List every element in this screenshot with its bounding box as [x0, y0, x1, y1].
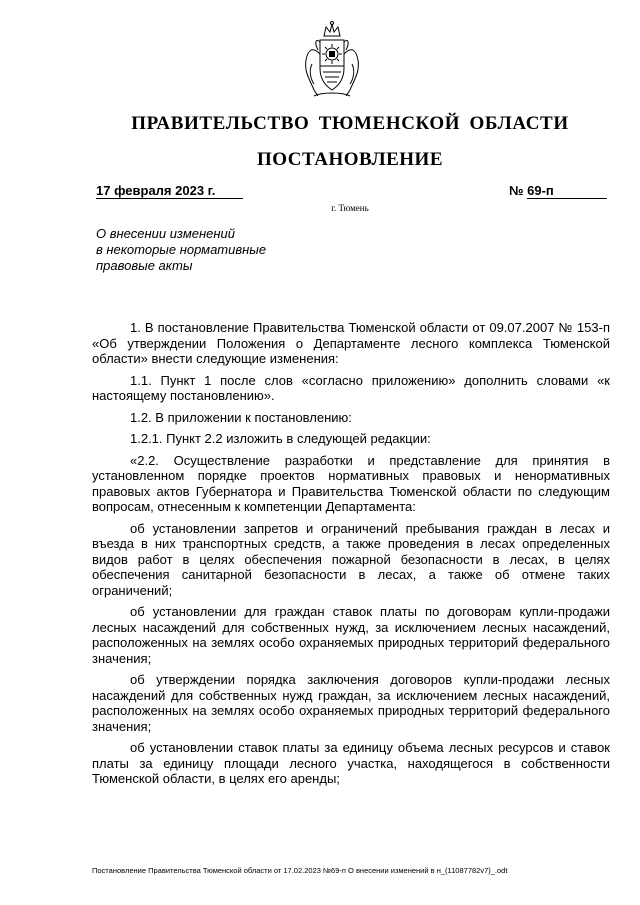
subject-line: правовые акты	[96, 258, 193, 273]
body-paragraph: об установлении ставок платы за единицу объема лесных ресурсов и ставок платы за единицу площади лесного участка, находящегося в собственности Тюменской области, в целях его аренды;	[92, 740, 610, 786]
city-label: г. Тюмень	[331, 203, 369, 213]
document-body	[92, 320, 610, 793]
body-paragraph: 1.2.1. Пункт 2.2 изложить в следующей редакции:	[130, 431, 431, 446]
body-paragraph: 1.2. В приложении к постановлению:	[130, 409, 352, 425]
body-paragraph: об утверждении порядка заключения договоров купли-продажи лесных насаждений для собственных нужд граждан, за исключением лесных насаждений, расположенных на землях особо охраняемых природных территорий федерального значения;	[92, 672, 610, 734]
number-prefix: №	[509, 183, 524, 198]
subject-line: О внесении изменений	[96, 226, 235, 241]
page-footer: Постановление Правительства Тюменской области от 17.02.2023 №69-п О внесении изменений в н_(11087782v7)_.odt	[92, 866, 508, 875]
document-date: 17 февраля 2023 г.	[96, 183, 243, 199]
body-paragraph: об установлении для граждан ставок платы по договорам купли-продажи лесных насаждений для собственных нужд, за исключением лесных насаждений, расположенных на землях особо охраняемых природных территорий федерального значения;	[92, 604, 610, 666]
body-paragraph: «2.2. Осуществление разработки и представление для принятия в установленном порядке проектов нормативных правовых и ненормативных правовых актов Губернатора и Правительства Тюменской области по следующим вопросам, отнесенным к компетенции Департамента:	[92, 452, 610, 514]
body-paragraph: 1. В постановление Правительства Тюменской области от 09.07.2007 № 153-п «Об утверждении Положения о Департаменте лесного комплекса Тюменской области» внести следующие изменения:	[92, 320, 610, 366]
document-subject	[96, 226, 316, 274]
subject-line: в некоторые нормативные	[96, 242, 267, 257]
document-type: ПОСТАНОВЛЕНИЕ	[256, 149, 444, 170]
number-value: 69-п	[527, 183, 607, 199]
body-paragraph: об установлении запретов и ограничений пребывания граждан в лесах и въезда в них транспортных средств, а также проведения в лесах определенных видов работ в целях обеспечения пожарной безопасности в лесах, в целях обеспечения санитарной безопасности в лесах, а также об отмене таких ограничений;	[92, 520, 610, 598]
document-number	[509, 183, 607, 199]
government-title: ПРАВИТЕЛЬСТВО ТЮМЕНСКОЙ ОБЛАСТИ	[131, 113, 569, 134]
body-paragraph: 1.1. Пункт 1 после слов «согласно приложению» дополнить словами «к настоящему постановлению».	[92, 372, 610, 403]
coat-of-arms-icon	[300, 20, 364, 102]
